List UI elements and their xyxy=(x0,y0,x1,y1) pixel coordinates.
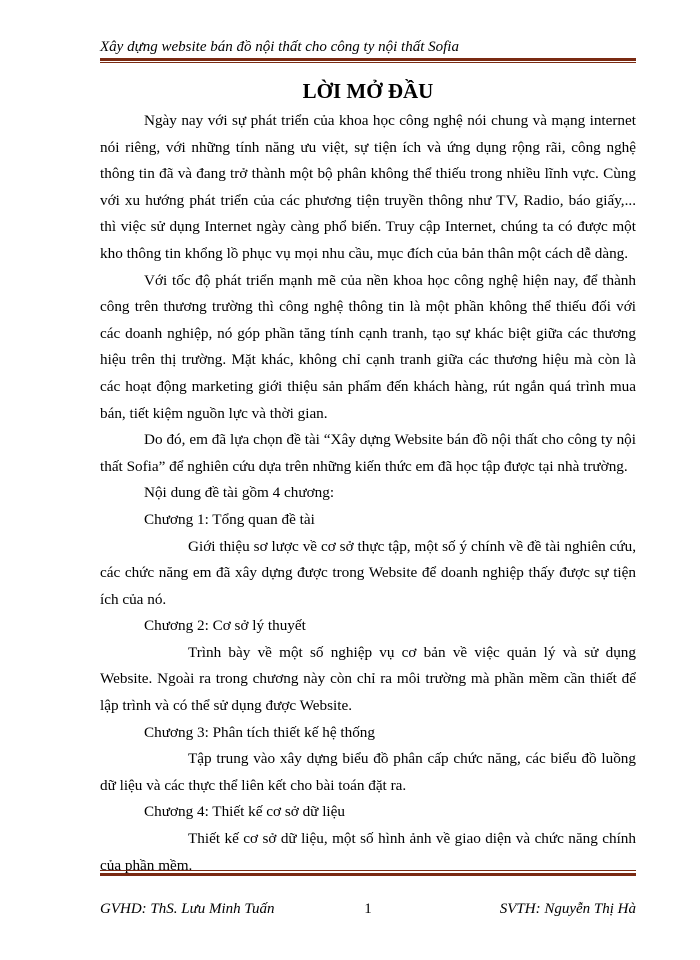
chapter-1-heading: Chương 1: Tổng quan đề tài xyxy=(144,510,315,528)
chapters-intro: Nội dung đề tài gồm 4 chương: xyxy=(144,484,335,502)
chapter-4-description: Thiết kế cơ sở dữ liệu, một số hình ảnh về giao diện và chức năng chính của phần mềm. xyxy=(100,830,636,874)
running-header: Xây dựng website bán đồ nội thất cho công ty nội thất Sofia xyxy=(100,39,459,55)
footer-divider xyxy=(100,870,636,876)
header-divider xyxy=(100,58,636,63)
chapter-2-description: Trình bày về một số nghiệp vụ cơ bản về việc quản lý và sử dụng Website. Ngoài ra trong chương này còn chỉ ra môi trường mà phần mềm cần thiết để lập trình và có thể sử dụng được Website. xyxy=(100,643,636,715)
chapter-4-heading: Chương 4: Thiết kế cơ sở dữ liệu xyxy=(144,803,345,821)
chapter-3-heading: Chương 3: Phân tích thiết kế hệ thống xyxy=(144,723,375,741)
intro-paragraph-1: Ngày nay với sự phát triển của khoa học công nghệ nói chung và mạng internet nói riêng, với những tính năng ưu việt, sự tiện ích và ứng dụng rộng rãi, công nghệ thông tin đã và đang trở thành một bộ phân không thể thiếu trong nhiều lĩnh vực. Cùng với xu hướng phát triển của các phương tiện truyền thông như TV, Radio, báo giấy,... thì việc sử dụng Internet ngày càng phổ biến. Truy cập Internet, chúng ta có được một kho thông tin khổng lồ phục vụ mọi nhu cầu, mục đích của bản thân một cách dễ dàng. xyxy=(100,112,636,262)
page-title: LỜI MỞ ĐẦU xyxy=(302,79,434,103)
footer-student: SVTH: Nguyễn Thị Hà xyxy=(499,901,636,917)
intro-paragraph-3: Do đó, em đã lựa chọn đề tài “Xây dựng Website bán đồ nội thất cho công ty nội thất Sofia” để nghiên cứu dựa trên những kiến thức em đã học tập được tại nhà trường. xyxy=(100,431,636,475)
footer-supervisor: GVHD: ThS. Lưu Minh Tuấn xyxy=(100,901,275,917)
chapter-3-description: Tập trung vào xây dựng biểu đồ phân cấp chức năng, các biểu đồ luồng dữ liệu và các thực thể liên kết cho bài toán đặt ra. xyxy=(100,750,636,794)
document-body xyxy=(100,108,636,879)
page-number: 1 xyxy=(364,901,372,917)
intro-paragraph-2: Với tốc độ phát triển mạnh mẽ của nền khoa học công nghệ hiện nay, để thành công trên thương trường thì công nghệ thông tin là một phần không thể thiếu đối với các doanh nghiệp, nó góp phần tăng tính cạnh tranh, tạo sự khác biệt giữa các thương hiệu trên thị trường. Mặt khác, không chỉ cạnh tranh giữa các thương hiệu mà còn là các hoạt động marketing giới thiệu sản phẩm đến khách hàng, rút ngắn quá trình mua bán, tiết kiệm nguồn lực và thời gian. xyxy=(100,271,636,422)
chapter-1-description: Giới thiệu sơ lược về cơ sở thực tập, một số ý chính về đề tài nghiên cứu, các chức năng em đã xây dựng được trong Website để doanh nghiệp thấy được sự tiện ích của nó. xyxy=(100,537,636,608)
chapter-2-heading: Chương 2: Cơ sở lý thuyết xyxy=(144,617,306,635)
